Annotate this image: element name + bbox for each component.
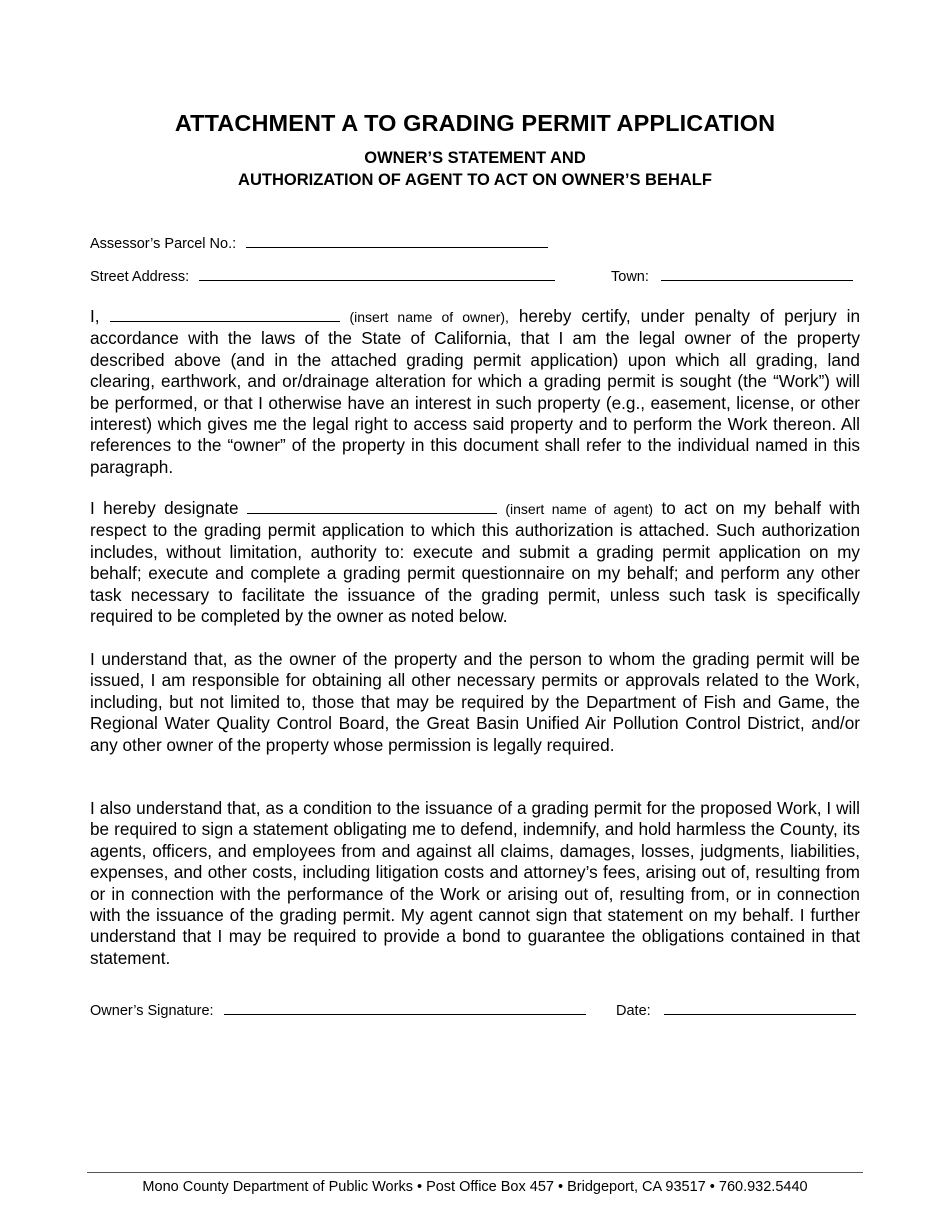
- paragraph2-body: to act on my behalf with respect to the grading permit application to which this authorization is attached. Such authorization includes, without limitation, authority to: execute and submit a grading permit application on my behalf; execute and complete a grading permit questionnaire on my behalf; and perform any other task necessary to facilitate the issuance of the grading permit, unless such task is specifically required to be completed by the owner as noted below.: [90, 498, 861, 627]
- town-field[interactable]: [661, 266, 853, 281]
- owner-name-hint: (insert name of owner),: [349, 309, 509, 325]
- paragraph1-body: hereby certify, under penalty of perjury in accordance with the laws of the State of California, that I am the legal owner of the property described above (and in the attached grading permit application) upon which all grading, land clearing, earthwork, and or/drainage alteration for which a grading permit is sought (the “Work”) will be performed, or that I otherwise have an interest in such property (e.g., easement, license, or other interest) which gives me the legal right to access said property and to perform the Work thereon. All references to the “owner” of the property in this document shall refer to the individual named in this paragraph.: [90, 306, 861, 477]
- owner-signature-label: Owner’s Signature:: [90, 1003, 214, 1019]
- owner-name-field[interactable]: [110, 306, 340, 322]
- street-address-field[interactable]: [199, 266, 555, 281]
- paragraph2-prefix: I hereby designate: [90, 498, 239, 518]
- date-field[interactable]: [664, 1000, 856, 1015]
- street-label: Street Address:: [90, 269, 190, 285]
- paragraph1-prefix: I,: [90, 306, 100, 326]
- town-row: [611, 266, 853, 285]
- parcel-label: Assessor’s Parcel No.:: [90, 236, 237, 252]
- footer-contact: Mono County Department of Public Works • Post Office Box 457 • Bridgeport, CA 93517 • 760.932.5440: [142, 1179, 808, 1195]
- street-row: [90, 266, 555, 285]
- permits-responsibility-paragraph: I understand that, as the owner of the property and the person to whom the grading permit will be issued, I am responsible for obtaining all other necessary permits or approvals related to the Work, including, but not limited to, those that may be required by the Department of Fish and Game, the Regional Water Quality Control Board, the Great Basin Unified Air Pollution Control District, and/or any other owner of the property whose permission is legally required.: [90, 649, 860, 755]
- document-subtitle-line2: AUTHORIZATION OF AGENT TO ACT ON OWNER’S BEHALF: [238, 171, 712, 189]
- document-title: ATTACHMENT A TO GRADING PERMIT APPLICATION: [174, 110, 776, 136]
- agent-name-field[interactable]: [247, 498, 497, 514]
- town-label: Town:: [611, 269, 649, 285]
- parcel-row: [90, 233, 548, 252]
- agent-designation-paragraph: [90, 498, 860, 627]
- agent-name-hint: (insert name of agent): [505, 501, 654, 517]
- parcel-field[interactable]: [246, 233, 548, 248]
- date-row: [616, 1000, 856, 1019]
- footer-divider: [87, 1172, 863, 1173]
- owner-signature-field[interactable]: [224, 1000, 586, 1015]
- date-label: Date:: [616, 1003, 651, 1019]
- document-subtitle-line1: OWNER’S STATEMENT AND: [364, 149, 586, 167]
- owner-certification-paragraph: [90, 306, 860, 478]
- indemnification-paragraph: I also understand that, as a condition to the issuance of a grading permit for the proposed Work, I will be required to sign a statement obligating me to defend, indemnify, and hold harmless the County, its agents, officers, and employees from and against all claims, damages, losses, judgments, liabilities, expenses, and other costs, including litigation costs and attorney’s fees, arising out of, resulting from or in connection with the performance of the Work or arising out of, resulting from, or in connection with the issuance of the grading permit. My agent cannot sign that statement on my behalf. I further understand that I may be required to provide a bond to guarantee the obligations contained in that statement.: [90, 798, 860, 968]
- signature-row: [90, 1000, 586, 1019]
